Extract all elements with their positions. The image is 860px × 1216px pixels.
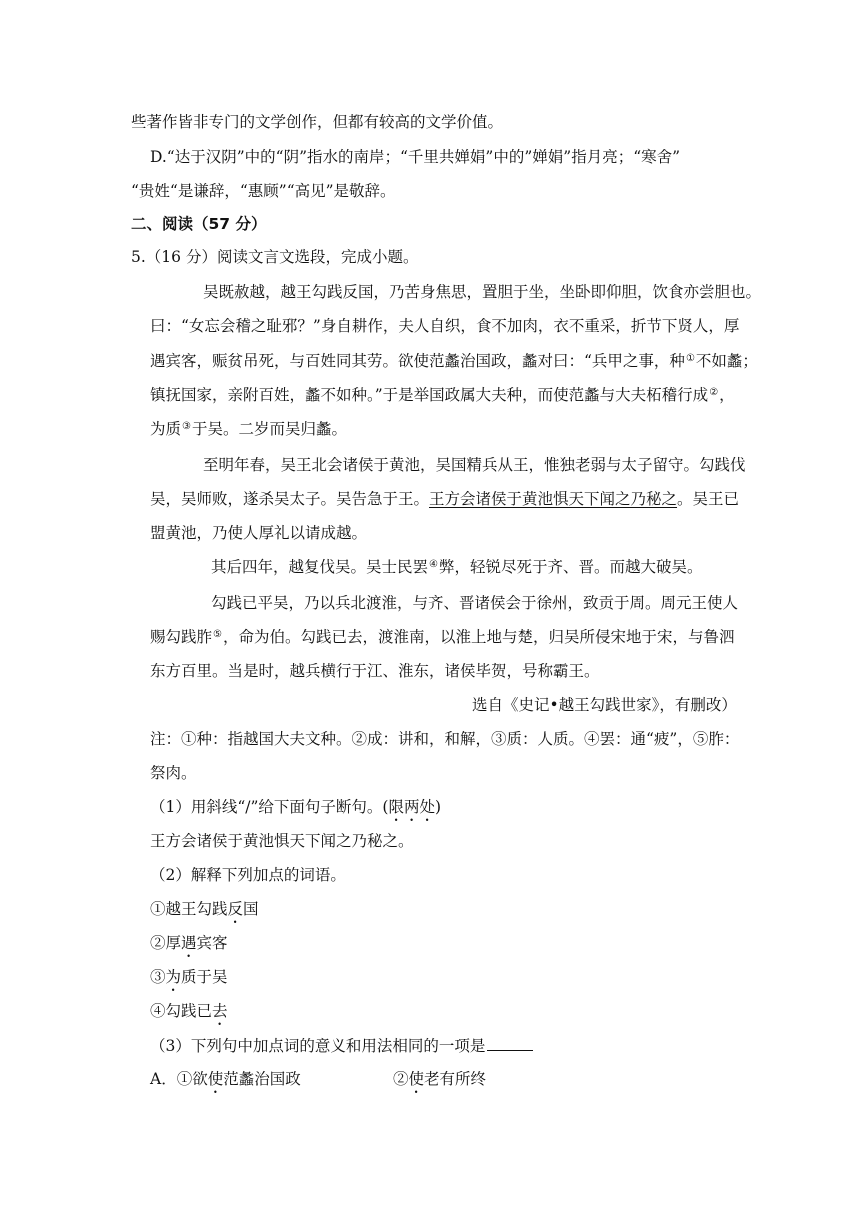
footnote-marker: ④: [429, 559, 438, 570]
sub-question-2-item: ①越王勾践反国: [150, 900, 259, 918]
passage-line: 为质③于吴。二岁而吴归蠡。: [150, 420, 347, 438]
sub-question-1: （1）用斜线“/”给下面句子断句。(限两处): [150, 798, 442, 816]
passage-line: 镇抚国家，亲附百姓，蠡不如种。”于是举国政属大夫种，而使范蠡与大夫柘稽行成②，: [150, 386, 735, 404]
footnote-marker: ①: [685, 353, 695, 364]
passage-line: 其后四年，越复伐吴。吴士民罢④弊，轻锐尽死于齐、晋。而越大破吴。: [211, 558, 703, 576]
sub-question-2-item: ③为质于吴: [150, 968, 228, 986]
passage-line: 吴既赦越，越王勾践反国，乃苦身焦思，置胆于坐，坐卧即仰胆，饮食亦尝胆也。: [203, 283, 762, 301]
footnote-marker: ⑤: [213, 629, 222, 640]
passage-line: 赐勾践胙⑤，命为伯。勾践已去，渡淮南，以淮上地与楚，归吴所侵宋地于宋，与鲁泗: [150, 628, 735, 646]
text-line: “贵姓“是谦辞，“惠顾”“高见”是敬辞。: [131, 182, 396, 200]
passage-line: 至明年春，吴王北会诸侯于黄池，吴国精兵从王，惟独老弱与太子留守。勾践伐: [203, 456, 746, 474]
sub-question-1-sentence: 王方会诸侯于黄池惧天下闻之乃秘之。: [150, 832, 414, 850]
passage-line: 曰：“女忘会稽之耻邪？”身自耕作，夫人自织，食不加肉，衣不重采，折节下贤人，厚: [150, 317, 740, 335]
question-5-title: 5.（16 分）阅读文言文选段，完成小题。: [131, 248, 419, 266]
answer-blank: [487, 1034, 533, 1051]
section-heading: 二、阅读（57 分）: [131, 215, 267, 233]
passage-line: 吴，吴师败，遂杀吴太子。吴告急于王。王方会诸侯于黄池惧天下闻之乃秘之。吴王已: [150, 490, 740, 508]
option-d-line: D.“达于汉阴”中的“阴”指水的南岸；“千里共婵娟”中的”婵娟”指月亮；“寒舍”: [150, 148, 681, 166]
sub-question-2-item: ④勾践已去: [150, 1002, 228, 1020]
option-a-part-2: ②使老有所终: [393, 1070, 487, 1088]
footnote-marker: ③: [182, 421, 191, 432]
underlined-sentence: 王方会诸侯于黄池惧天下闻之乃秘之: [429, 490, 678, 508]
sub-question-2: （2）解释下列加点的词语。: [150, 866, 346, 884]
passage-line: 东方百里。当是时，越兵横行于江、淮东，诸侯毕贺，号称霸王。: [150, 662, 600, 680]
passage-line: 勾践已平吴，乃以兵北渡淮，与齐、晋诸侯会于徐州，致贡于周。周元王使人: [211, 594, 739, 612]
sub-question-3: （3）下列句中加点词的意义和用法相同的一项是: [150, 1034, 533, 1057]
passage-line: 盟黄池，乃使人厚礼以请成越。: [150, 524, 368, 542]
footnotes: 祭肉。: [150, 764, 197, 782]
footnotes: 注：①种：指越国大夫文种。②成：讲和，和解，③质：人质。④罢：通“疲”，⑤胙：: [150, 730, 740, 748]
passage-line: 遇宾客，赈贫吊死，与百姓同其劳。欲使范蠡治国政，蠡对曰：“兵甲之事，种①不如蠡；: [150, 352, 758, 370]
text-line: 些著作皆非专门的文学创作，但都有较高的文学价值。: [131, 113, 504, 131]
sub-question-2-item: ②厚遇宾客: [150, 934, 228, 952]
source-citation: 选自《史记•越王勾践世家》，有删改）: [472, 696, 737, 714]
footnote-marker: ②: [709, 387, 719, 398]
option-a-part-1: A．①欲使范蠡治国政: [150, 1070, 301, 1088]
